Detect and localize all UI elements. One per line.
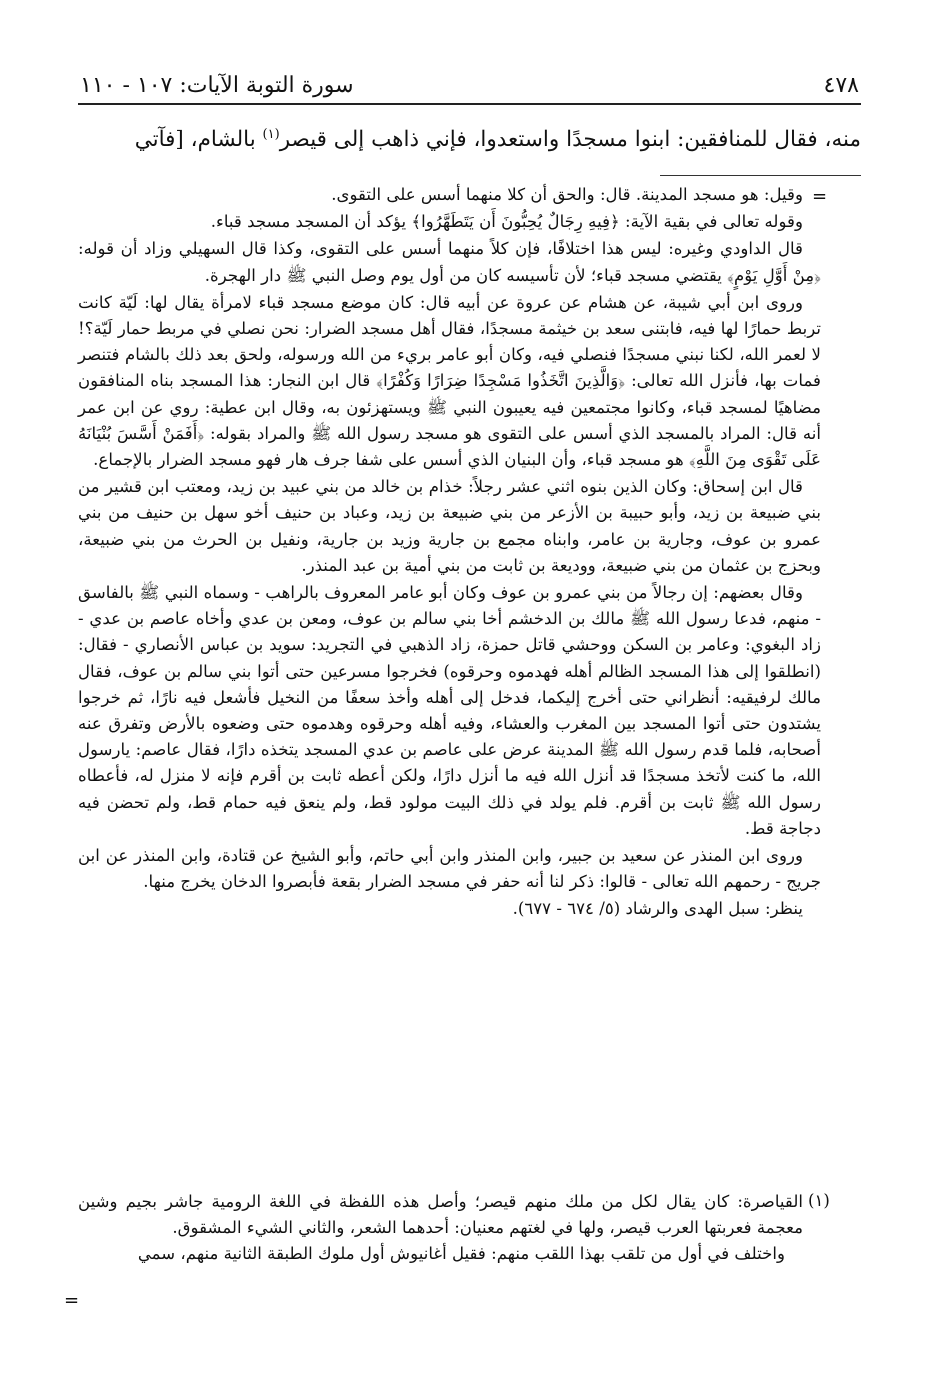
footnote-number: (١) xyxy=(808,1191,830,1210)
main-text-start: منه، فقال للمنافقين: ابنوا مسجدًا واستعدوا، فإني ذاهب إلى قيصر xyxy=(279,127,861,152)
continued-notes xyxy=(78,182,821,924)
note-paragraph: وروى ابن أبي شيبة، عن هشام عن عروة عن أبيه قال: كان موضع مسجد قباء لامرأة يقال لها: لَيّة كانت تربط حمارًا لها فيه، فابتنى سعد بن خيثمة مسجدًا، فقال أهل مسجد الضرار: نحن نصلي في مربط حمار لَيّة؟! لا لعمر الله، لكنا نبني مسجدًا فنصلي فيه، وكان أبو عامر بريء من الله ورسوله، ولحق بعد ذلك بالشام فتنصر فمات بها، فأنزل الله تعالى: ﴿وَالَّذِينَ اتَّخَذُوا مَسْجِدًا ضِرَارًا وَكُفْرًا﴾ قال ابن النجار: هذا المسجد بناه المنافقون مضاهيًا لمسجد قباء، وكانوا مجتمعين فيه يعيبون النبي ﷺ ويستهزئون به، وقال ابن عطية: روي عن ابن عمر أنه قال: المراد بالمسجد الذي أسس على التقوى هو مسجد رسول الله ﷺ والمراد بقوله: ﴿أَفَمَنْ أَسَّسَ بُنْيَانَهُ عَلَى تَقْوَى مِنَ اللَّهِ﴾ هو مسجد قباء، وأن البنيان الذي أسس على شفا جرف هار فهو مسجد الضرار بالإجماع. xyxy=(78,292,821,470)
footnote-reference: (١) xyxy=(262,126,280,142)
running-title: سورة التوبة الآيات: ١٠٧ - ١١٠ xyxy=(80,73,354,98)
continuation-mark-bottom: = xyxy=(64,1290,80,1311)
page-number: ٤٧٨ xyxy=(823,73,859,98)
header-rule xyxy=(78,103,861,105)
notes-divider xyxy=(660,175,861,176)
note-paragraph: وقال بعضهم: إن رجالاً من بني عمرو بن عوف وكان أبو عامر المعروف بالراهب - وسماه النبي ﷺ بالفاسق - منهم، فدعا رسول الله ﷺ مالك بن الدخشم أخا بني سالم بن عوف، ومعن بن عدي وأخاه عاصم بن عدي - زاد البغوي: وعامر بن السكن ووحشي قاتل حمزة، زاد الذهبي في التجريد: سويد بن عباس الأنصاري - فقال: (انطلقوا إلى هذا المسجد الظالم أهله فهدموه وحرقوه) فخرجوا مسرعين حتى أتوا بني سالم بن عوف، فقال مالك لرفيقيه: أنظراني حتى أخرج إليكما، فدخل إلى أهله وأخذ سعفًا من النخيل فأشعل فيه نارًا، ثم خرجوا يشتدون حتى أتوا المسجد بين المغرب والعشاء، وفيه أهله وحرقوه وهدموه حتى وضعوه بالأرض وتفرق عنه أصحابه، فلما قدم رسول الله ﷺ المدينة عرض على عاصم بن عدي المسجد يتخذه دارًا، فقال عاصم: يارسول الله، ما كنت لأتخذ مسجدًا قد أنزل الله فيه ما أنزل دارًا، ولكن أعطه ثابت بن أقرم فإنه لا منزل له، فأعطاه رسول الله ﷺ ثابت بن أقرم. فلم يولد في ذلك البيت مولود قط، ولم ينعق فيه حمام قط، ولم تحضن فيه دجاجة قط. xyxy=(78,583,821,838)
note-paragraph: وقيل: هو مسجد المدينة. قال: والحق أن كلا منهما أسس على التقوى. xyxy=(331,185,803,204)
note-paragraph: وروى ابن المنذر عن سعيد بن جبير، وابن المنذر وابن أبي حاتم، وأبو الشيخ عن قتادة، وابن المنذر عن ابن جريج - رحمهم الله تعالى - قالوا: ذكر لنا أنه حفر في مسجد الضرار بقعة فأبصروا الدخان يخرج منها. xyxy=(78,846,821,892)
note-paragraph: قال الداودي وغيره: ليس هذا اختلافًا، فإن كلاً منهما أسس على التقوى، وكذا قال السهيلي وزاد أن قوله: ﴿مِنْ أَوَّلِ يَوْمٍ﴾ يقتضي مسجد قباء؛ لأن تأسيسه كان من أول يوم وصل النبي ﷺ دار الهجرة. xyxy=(78,239,821,285)
main-text-line xyxy=(78,118,861,162)
footnote-continued: واختلف في أول من تلقب بهذا اللقب منهم: فقيل أغانيوش أول ملوك الطبقة الثانية منهم، سمي xyxy=(137,1244,785,1264)
footnote-text: القياصرة: كان يقال لكل من ملك منهم قيصر؛ وأصل هذه اللفظة في اللغة الرومية جاشر بجيم وشين معجمة فعربتها العرب قيصر، ولها في لغتهم معنيان: أحدهما الشعر، والثاني الشيء المشقوق. xyxy=(78,1192,803,1238)
note-paragraph: ينظر: سبل الهدى والرشاد (٥/ ٦٧٤ - ٦٧٧). xyxy=(512,899,803,919)
page-header xyxy=(80,58,859,98)
note-paragraph: قال ابن إسحاق: وكان الذين بنوه اثني عشر رجلاً: خذام بن خالد من بني عبيد بن زيد، ومعتب ابن قشير من بني ضبيعة بن زيد، وأبو حبيبة بن الأزعر من بني ضبيعة بن زيد، وعباد بن حنيف أخو سهل بن حنيف من بني عمرو بن عوف، وجارية بن عامر، وابناه مجمع بن جارية وزيد بن جارية، ونفيل بن الحرث من بني ضبيعة، وبحزج بن عثمان من بني ضبيعة، ووديعة بن ثابت من بني أمية بن عبد المنذر. xyxy=(78,477,821,575)
note-paragraph: وقوله تعالى في بقية الآية: ﴿فِيهِ رِجَالٌ يُحِبُّونَ أَن يَتَطَهَّرُوا﴾ يؤكد أن المسجد مسجد قباء. xyxy=(210,212,803,232)
footnote xyxy=(78,1189,803,1268)
main-text-end: بالشام، [فآتي xyxy=(134,127,263,152)
continuation-mark-top: = xyxy=(812,186,828,207)
